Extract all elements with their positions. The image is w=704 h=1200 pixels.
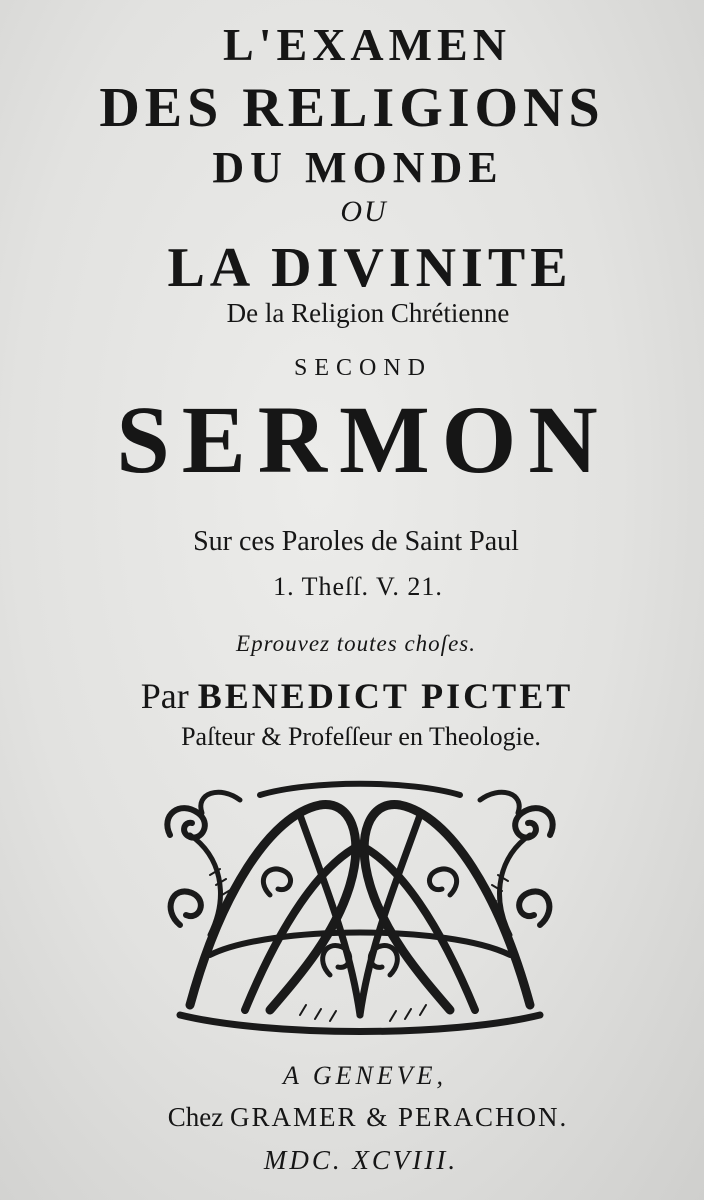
imprint-publisher-line <box>0 1104 704 1131</box>
title-line-divinite: LA DIVINITE <box>167 237 573 299</box>
woodcut-monogram-ornament-icon <box>150 775 570 1045</box>
heading-sermon: SERMON <box>116 386 610 493</box>
author-prefix: Par <box>140 676 189 716</box>
author-title: Paſteur & Profeſſeur en Theologie. <box>181 722 541 751</box>
imprint-place: A GENEVE, <box>282 1061 448 1090</box>
author-name: BENEDICT PICTET <box>197 676 574 716</box>
label-second: SECOND <box>293 355 432 381</box>
text-epigraph: Eprouvez toutes choſes. <box>236 631 476 656</box>
imprint-publisher: GRAMER & PERACHON. <box>229 1102 569 1132</box>
title-line-examen: L'EXAMEN <box>223 19 511 70</box>
author-line <box>0 678 704 714</box>
title-line-religions: DES RELIGIONS <box>99 77 605 139</box>
title-line-monde: DU MONDE <box>212 143 504 192</box>
subtitle-religion-chretienne: De la Religion Chrétienne <box>226 298 510 328</box>
title-line-ou: OU <box>340 195 388 228</box>
text-paroles-saint-paul: Sur ces Paroles de Saint Paul <box>193 526 519 557</box>
imprint-chez: Chez <box>167 1102 224 1132</box>
imprint-date: MDC. XCVIII. <box>263 1145 459 1175</box>
text-scripture-reference: 1. Theſſ. V. 21. <box>273 572 443 601</box>
